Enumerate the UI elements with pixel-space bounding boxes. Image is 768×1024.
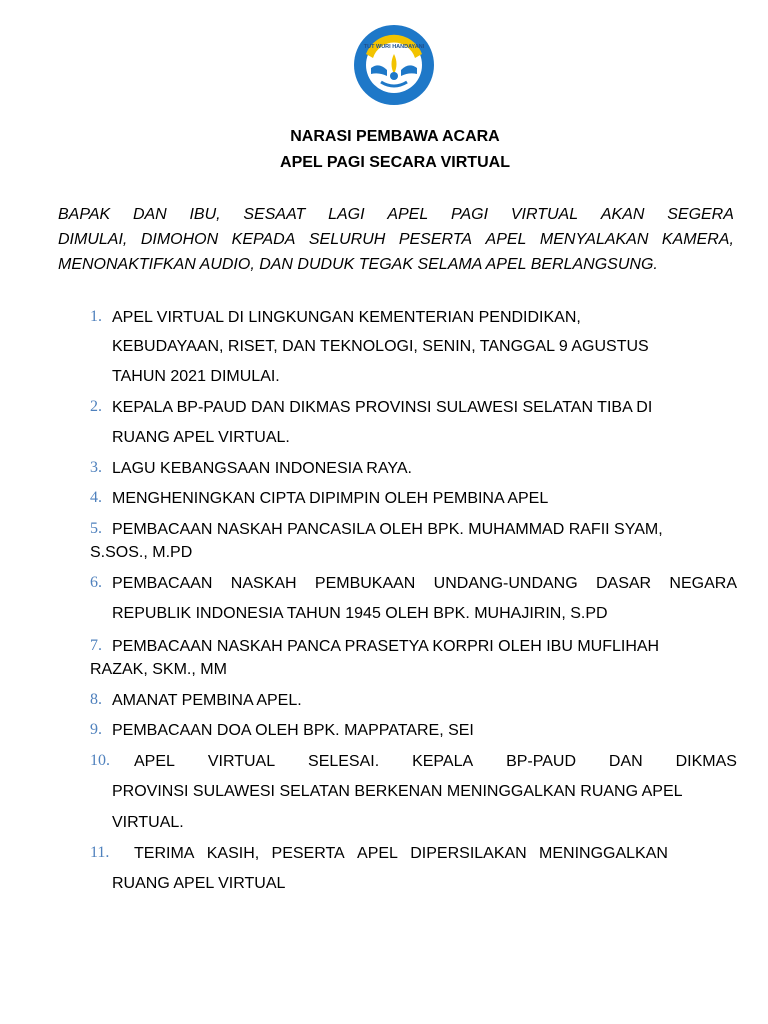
list-item-word: KASIH, xyxy=(206,845,260,862)
list-item-text: APEL VIRTUAL DI LINGKUNGAN KEMENTERIAN PENDIDIKAN, xyxy=(112,309,581,326)
intro-word: LAGI xyxy=(328,206,365,223)
list-item-text: LAGU KEBANGSAAN INDONESIA RAYA. xyxy=(112,460,412,477)
intro-word: APEL xyxy=(485,231,527,248)
list-number: 4. xyxy=(90,489,102,506)
intro-word: APEL xyxy=(387,206,429,223)
intro-word: KEPADA xyxy=(231,231,296,248)
list-number: 9. xyxy=(90,721,102,738)
intro-word: PAGI xyxy=(451,206,489,223)
list-item-text: RUANG APEL VIRTUAL. xyxy=(112,429,290,446)
list-item-word: DAN xyxy=(608,753,643,770)
list-item-word: APEL xyxy=(134,753,175,770)
intro-word: DAN xyxy=(132,206,167,223)
list-item-text: REPUBLIK INDONESIA TAHUN 1945 OLEH BPK. MUHAJIRIN, S.PD xyxy=(112,605,608,622)
tut-wuri-handayani-logo xyxy=(353,24,435,106)
logo-banner-text: TUT WURI HANDAYANI xyxy=(363,44,425,50)
list-item-word: PEMBUKAAN xyxy=(314,575,416,592)
list-item-word: NEGARA xyxy=(669,575,737,592)
intro-word: PESERTA xyxy=(398,231,473,248)
list-item-word: PESERTA xyxy=(271,845,345,862)
list-item-text: KEBUDAYAAN, RISET, DAN TEKNOLOGI, SENIN, TANGGAL 9 AGUSTUS xyxy=(112,338,649,355)
list-item-word: MENINGGALKAN xyxy=(539,845,668,862)
intro-word: AKAN xyxy=(600,206,645,223)
list-item-word: VIRTUAL xyxy=(207,753,276,770)
document-subtitle: APEL PAGI SECARA VIRTUAL xyxy=(280,154,510,171)
list-number: 7. xyxy=(90,637,102,654)
document-title: NARASI PEMBAWA ACARA xyxy=(290,128,500,145)
list-item-word: TERIMA xyxy=(134,845,195,862)
list-item-word: DIKMAS xyxy=(675,753,737,770)
intro-word: MENYALAKAN xyxy=(539,231,649,248)
list-item-word: NASKAH xyxy=(230,575,297,592)
list-item-text xyxy=(134,843,668,865)
intro-paragraph xyxy=(58,202,734,277)
list-item-word: BP-PAUD xyxy=(506,753,576,770)
intro-word: SEGERA xyxy=(667,206,734,223)
list-item-text: AMANAT PEMBINA APEL. xyxy=(112,692,302,709)
intro-word: DIMULAI, xyxy=(58,231,128,248)
list-item-text: S.SOS., M.PD xyxy=(90,544,193,561)
intro-word: IBU, xyxy=(189,206,221,223)
list-item-word: DIPERSILAKAN xyxy=(410,845,527,862)
list-item-text: RUANG APEL VIRTUAL xyxy=(112,875,286,892)
list-item-text: PROVINSI SULAWESI SELATAN BERKENAN MENINGGALKAN RUANG APEL xyxy=(112,783,683,800)
list-item-text: VIRTUAL. xyxy=(112,814,184,831)
list-number: 5. xyxy=(90,520,102,537)
list-item-text: PEMBACAAN DOA OLEH BPK. MAPPATARE, SEI xyxy=(112,722,474,739)
list-item-word: DASAR xyxy=(595,575,652,592)
list-number: 2. xyxy=(90,398,102,415)
list-item-word: UNDANG-UNDANG xyxy=(433,575,578,592)
list-number: 3. xyxy=(90,459,102,476)
list-item-text xyxy=(112,573,737,595)
list-item-text: KEPALA BP-PAUD DAN DIKMAS PROVINSI SULAWESI SELATAN TIBA DI xyxy=(112,399,653,416)
list-item-text xyxy=(134,751,737,773)
intro-word: DIMOHON xyxy=(140,231,219,248)
intro-word: SESAAT xyxy=(243,206,306,223)
intro-line-2 xyxy=(58,227,734,252)
intro-word: SELURUH xyxy=(308,231,386,248)
intro-word: VIRTUAL xyxy=(510,206,579,223)
intro-line-1 xyxy=(58,202,734,227)
list-number: 6. xyxy=(90,574,102,591)
list-item-text: PEMBACAAN NASKAH PANCASILA OLEH BPK. MUHAMMAD RAFII SYAM, xyxy=(112,521,663,538)
list-item-text: RAZAK, SKM., MM xyxy=(90,661,227,678)
list-number: 11. xyxy=(90,844,110,861)
intro-word: KAMERA, xyxy=(661,231,734,248)
list-item-text: PEMBACAAN NASKAH PANCA PRASETYA KORPRI OLEH IBU MUFLIHAH xyxy=(112,638,660,655)
list-item-word: SELESAI. xyxy=(308,753,380,770)
list-item-word: PEMBACAAN xyxy=(112,575,213,592)
list-item-word: APEL xyxy=(357,845,398,862)
list-item-text: MENGHENINGKAN CIPTA DIPIMPIN OLEH PEMBINA APEL xyxy=(112,490,549,507)
list-number: 8. xyxy=(90,691,102,708)
list-number: 1. xyxy=(90,308,102,325)
list-item-text: TAHUN 2021 DIMULAI. xyxy=(112,368,280,385)
list-item-word: KEPALA xyxy=(412,753,474,770)
intro-line-3: MENONAKTIFKAN AUDIO, DAN DUDUK TEGAK SELAMA APEL BERLANGSUNG. xyxy=(58,256,658,273)
intro-word: BAPAK xyxy=(58,206,111,223)
list-number: 10. xyxy=(90,752,110,769)
